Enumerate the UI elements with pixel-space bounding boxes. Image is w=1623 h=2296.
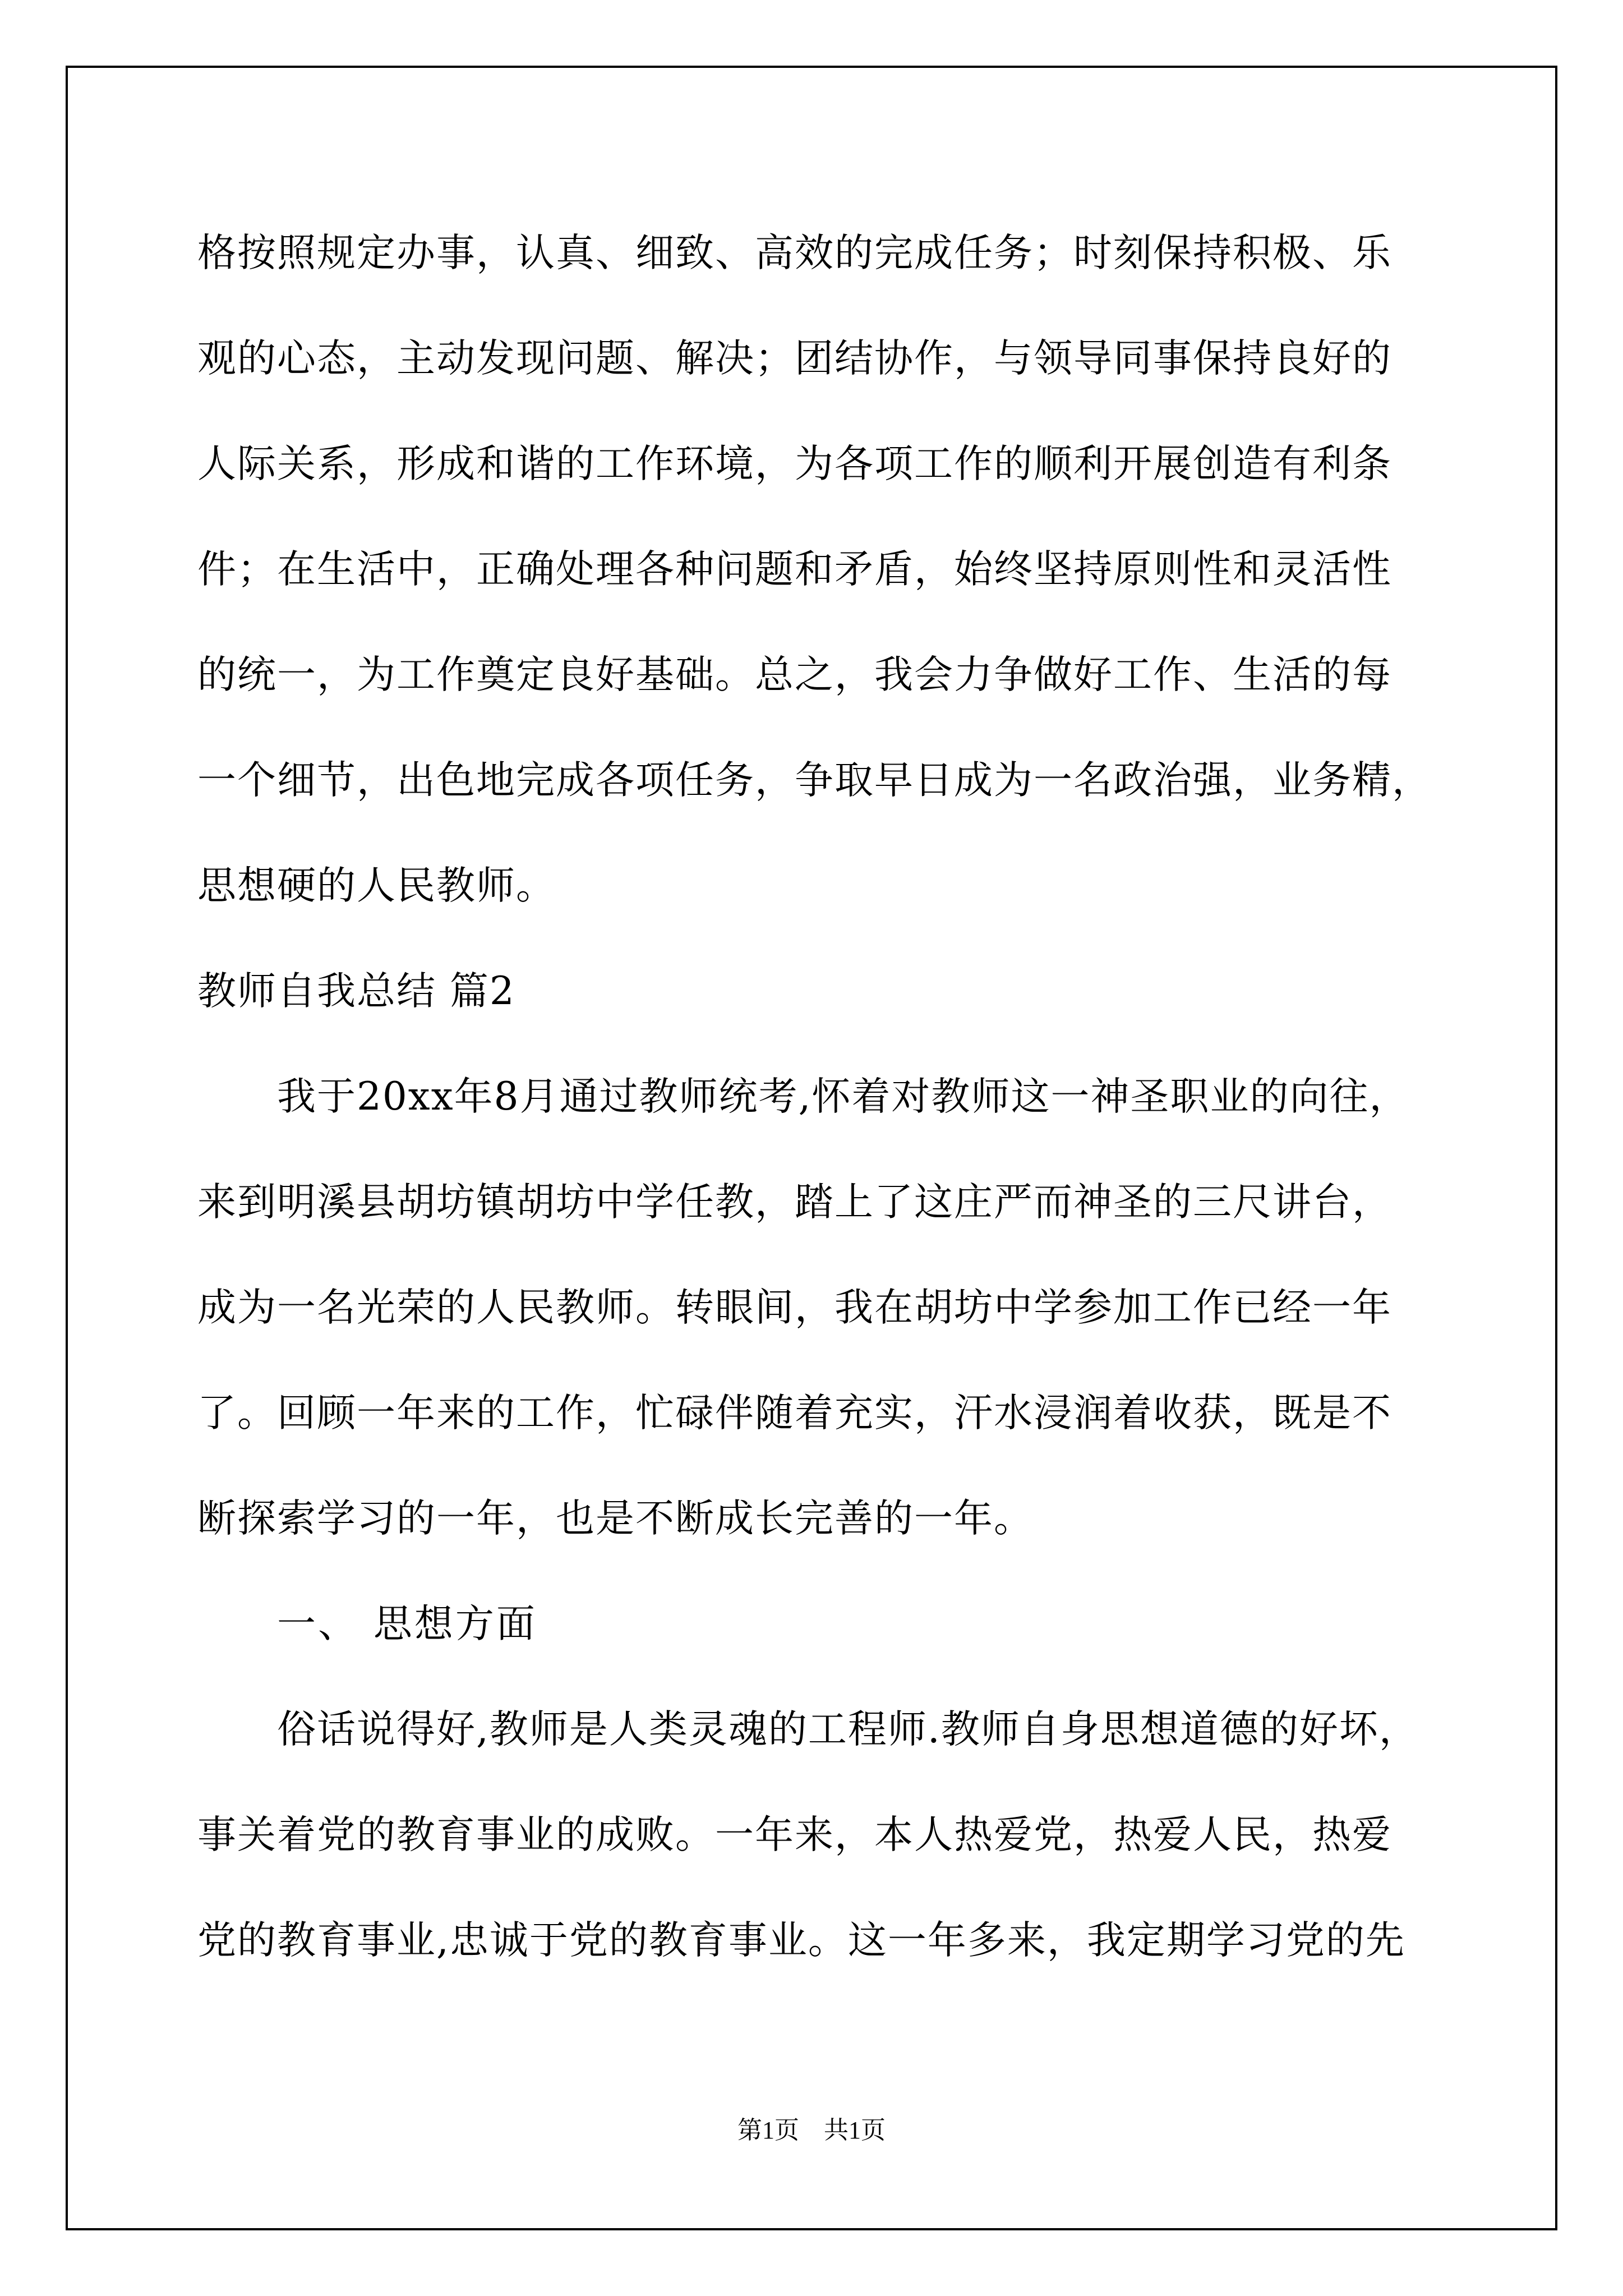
- paragraph-line: 党的教育事业,忠诚于党的教育事业。这一年多来，我定期学习党的先: [197, 1918, 1405, 1963]
- paragraph-line: 事关着党的教育事业的成败。一年来，本人热爱党，热爱人民，热爱: [197, 1812, 1392, 1857]
- paragraph-line: 来到明溪县胡坊镇胡坊中学任教，踏上了这庄严而神圣的三尺讲台，: [197, 1180, 1392, 1225]
- page-footer: 第1页 共1页: [737, 2116, 886, 2144]
- subsection-title: 一、 思想方面: [277, 1602, 537, 1646]
- document-body: [197, 218, 1476, 2010]
- paragraph-line: 的统一，为工作奠定良好基础。总之，我会力争做好工作、生活的每: [197, 652, 1392, 697]
- section-heading: 教师自我总结 篇2: [197, 969, 515, 1014]
- paragraph-line: 件；在生活中，正确处理各种问题和矛盾，始终坚持原则性和灵活性: [197, 547, 1392, 592]
- paragraph-line: 思想硬的人民教师。: [197, 863, 556, 908]
- paragraph-line: 成为一名光荣的人民教师。转眼间，我在胡坊中学参加工作已经一年: [197, 1285, 1392, 1330]
- paragraph-line: 俗话说得好,教师是人类灵魂的工程师.教师自身思想道德的好坏，: [277, 1707, 1419, 1752]
- paragraph-line: 观的心态，主动发现问题、解决；团结协作，与领导同事保持良好的: [197, 336, 1392, 381]
- paragraph-line: 人际关系，形成和谐的工作环境，为各项工作的顺利开展创造有利条: [197, 441, 1392, 486]
- paragraph-line: 断探索学习的一年，也是不断成长完善的一年。: [197, 1496, 1034, 1541]
- paragraph-line: 我于20xx年8月通过教师统考,怀着对教师这一神圣职业的向往，: [277, 1074, 1409, 1119]
- paragraph-line: 一个细节，出色地完成各项任务，争取早日成为一名政治强，业务精，: [197, 758, 1432, 803]
- paragraph-line: 了。回顾一年来的工作，忙碌伴随着充实，汗水浸润着收获，既是不: [197, 1391, 1392, 1435]
- paragraph-line: 格按照规定办事，认真、细致、高效的完成任务；时刻保持积极、乐: [197, 231, 1392, 275]
